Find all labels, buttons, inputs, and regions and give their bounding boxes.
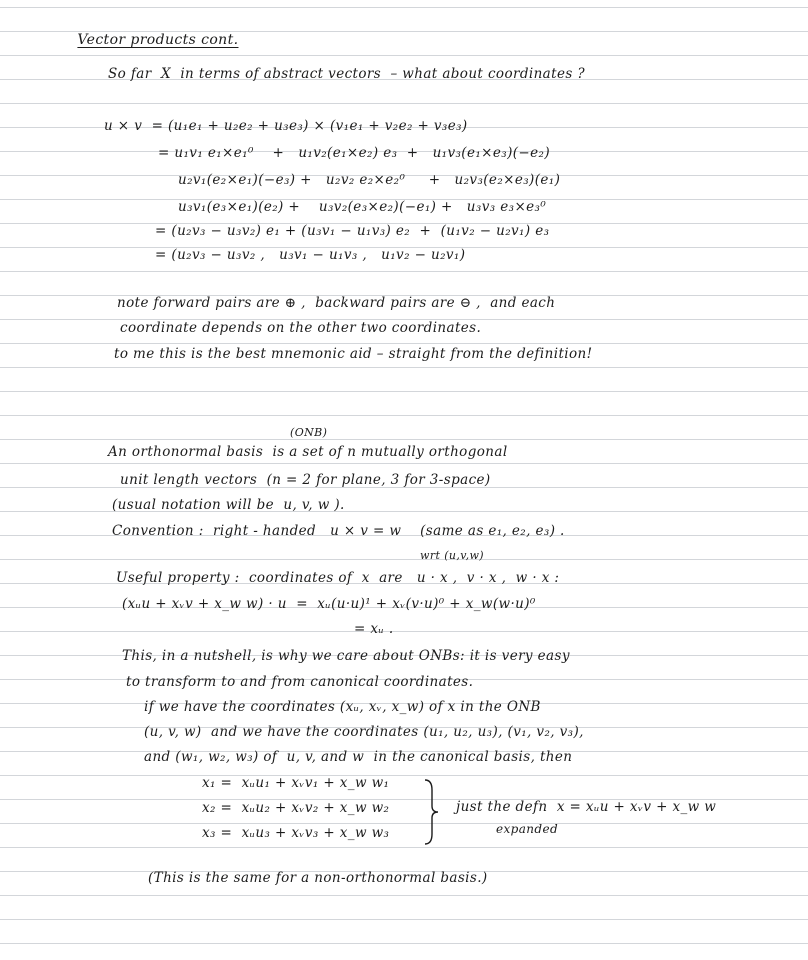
note-line: to me this is the best mnemonic aid – straight from the definition! bbox=[114, 346, 593, 362]
coordinate-equation: x₃ = xᵤu₃ + xᵥv₃ + x_w w₃ bbox=[202, 825, 390, 841]
note-line: Useful property : coordinates of x are u · x , v · x , w · x : bbox=[116, 570, 560, 586]
brace-note: just the defn x = xᵤu + xᵥv + x_w w bbox=[456, 799, 717, 815]
annotation: (ONB) bbox=[290, 426, 328, 439]
note-line: and (w₁, w₂, w₃) of u, v, and w in the canonical basis, then bbox=[144, 749, 573, 765]
coordinate-equation: x₁ = xᵤu₁ + xᵥv₁ + x_w w₁ bbox=[202, 775, 390, 791]
brace-note: expanded bbox=[496, 822, 559, 836]
definition-line: unit length vectors (n = 2 for plane, 3 for 3-space) bbox=[120, 472, 491, 488]
page-title: Vector products cont. bbox=[77, 32, 239, 48]
note-line: if we have the coordinates (xᵤ, xᵥ, x_w) of x in the ONB bbox=[144, 699, 541, 715]
note-line: So far X in terms of abstract vectors – what about coordinates ? bbox=[108, 66, 585, 82]
equation-line: = u₁v₁ e₁×e₁⁰ + u₁v₂(e₁×e₂) e₃ + u₁v₃(e₁×e₃)(−e₂) bbox=[158, 145, 551, 161]
note-line: coordinate depends on the other two coordinates. bbox=[120, 320, 482, 336]
closing-note: (This is the same for a non-orthonormal basis.) bbox=[148, 870, 488, 886]
annotation: wrt (u,v,w) bbox=[420, 549, 484, 562]
equation-line: = (u₂v₃ − u₃v₂) e₁ + (u₃v₁ − u₁v₃) e₂ + (u₁v₂ − u₂v₁) e₃ bbox=[155, 223, 550, 239]
equation-line: u₂v₁(e₂×e₁)(−e₃) + u₂v₂ e₂×e₂⁰ + u₂v₃(e₂×e₃)(e₁) bbox=[178, 172, 561, 188]
note-line: This, in a nutshell, is why we care about ONBs: it is very easy bbox=[122, 648, 570, 664]
note-line: (u, v, w) and we have the coordinates (u₁, u₂, u₃), (v₁, v₂, v₃), bbox=[144, 724, 584, 740]
note-line: note forward pairs are ⊕ , backward pairs are ⊖ , and each bbox=[117, 295, 556, 311]
equation-line: (xᵤu + xᵥv + x_w w) · u = xᵤ(u·u)¹ + xᵥ(v·u)⁰ + x_w(w·u)⁰ bbox=[122, 596, 536, 612]
coordinate-equation: x₂ = xᵤu₂ + xᵥv₂ + x_w w₂ bbox=[202, 800, 390, 816]
definition-line: (usual notation will be u, v, w ). bbox=[112, 497, 345, 513]
equation-result: = (u₂v₃ − u₃v₂ , u₃v₁ − u₁v₃ , u₁v₂ − u₂v₁) bbox=[155, 247, 466, 263]
definition-line: An orthonormal basis is a set of n mutually orthogonal bbox=[108, 444, 508, 460]
cross-product-expansion: u × v = (u₁e₁ + u₂e₂ + u₃e₃) × (v₁e₁ + v₂e₂ + v₃e₃) bbox=[104, 118, 468, 134]
note-line: to transform to and from canonical coordinates. bbox=[126, 674, 474, 690]
right-brace-icon bbox=[422, 778, 442, 846]
equation-line: = xᵤ . bbox=[354, 621, 394, 637]
convention-line: Convention : right - handed u × v = w (same as e₁, e₂, e₃) . bbox=[112, 523, 565, 539]
equation-line: u₃v₁(e₃×e₁)(e₂) + u₃v₂(e₃×e₂)(−e₁) + u₃v₃ e₃×e₃⁰ bbox=[178, 199, 547, 215]
